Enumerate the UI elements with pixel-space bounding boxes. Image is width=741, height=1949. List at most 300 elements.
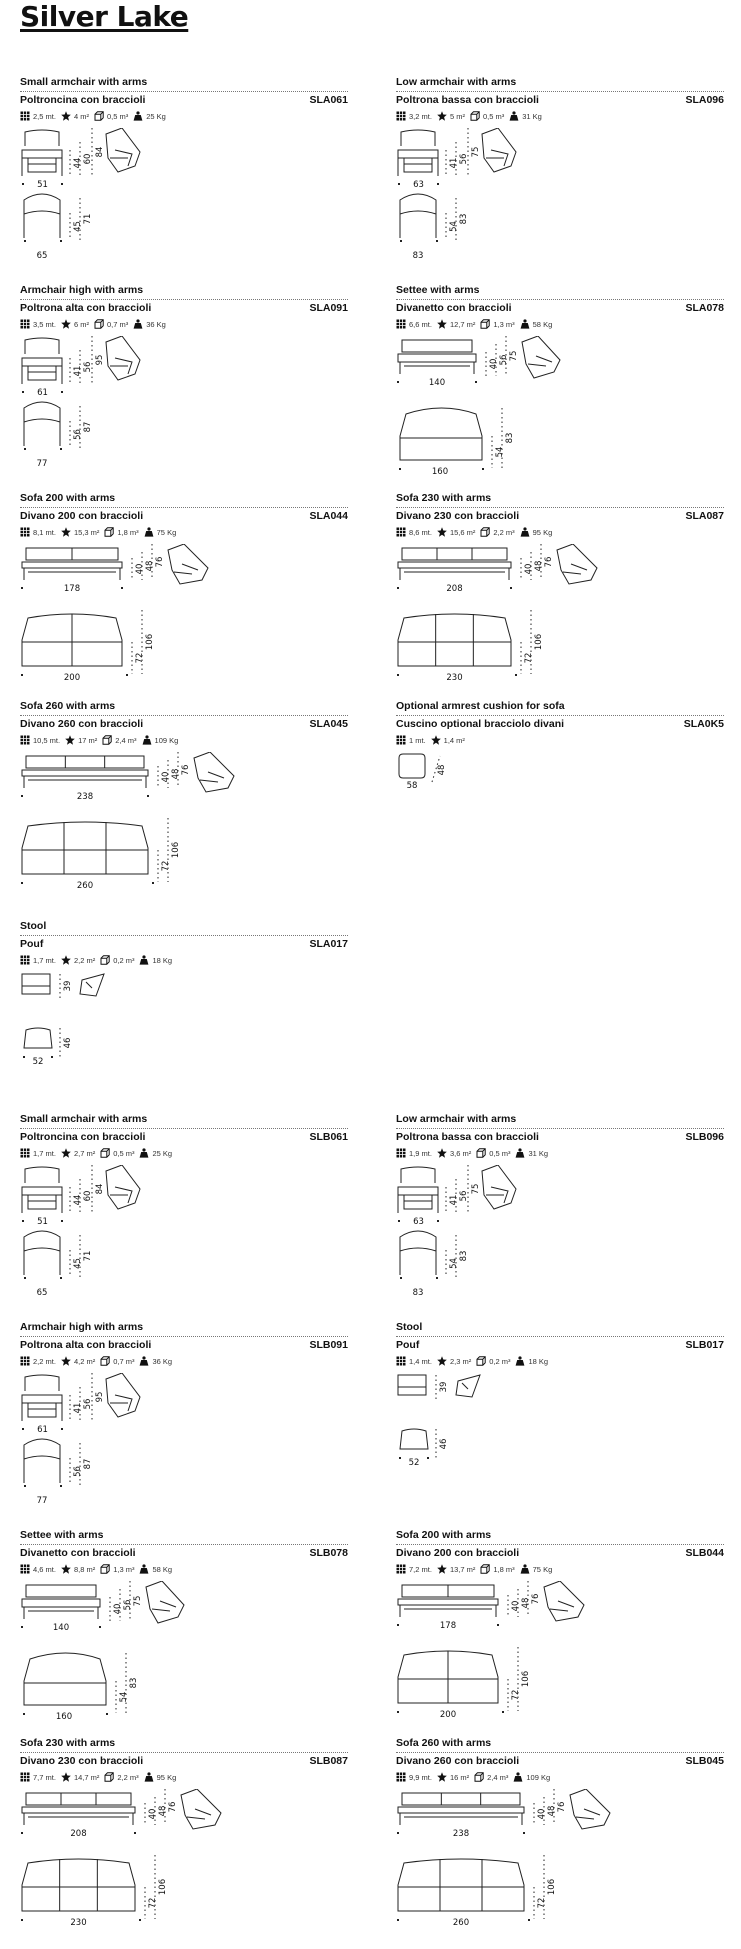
chair-front-back [401,130,435,146]
spec-fabric-value: 3,2 mt. [409,111,432,121]
cushion-view [399,754,425,778]
product-technical-drawing [20,544,210,684]
product-block [20,1113,348,1298]
dimension-tick [482,468,484,470]
volume-box-icon [470,111,480,121]
spec-fabric [20,735,60,745]
divider [20,1544,348,1545]
product-title-row [396,94,724,107]
spec-leather-value: 12,7 m² [449,319,476,329]
dimension-depth-seat: 72 [148,1897,158,1909]
product-code: SLA061 [309,94,348,106]
dimension-depth-height: 46 [439,1438,449,1450]
spec-fabric-value: 8,6 mt. [409,527,432,537]
dimension-arm-height: 48 [145,560,155,572]
product-block [20,284,348,469]
chair-back-view [24,402,60,446]
product-block [20,492,348,683]
spec-leather-value: 4 m² [73,111,89,121]
spec-leather-value: 5 m² [449,111,465,121]
product-name-it: Divano 260 con braccioli [396,1755,520,1767]
dimension-seat-height: 41 [73,365,83,377]
spec-volume-value: 2,4 m³ [115,735,137,745]
product-title-row [396,1131,724,1144]
dimension-tick [61,1220,63,1222]
dimension-arm-height: 56 [83,1398,93,1410]
leather-icon [61,1772,71,1782]
chair-front-back [25,1167,59,1183]
product-block [20,1321,348,1506]
spec-fabric [20,527,56,537]
volume-box-icon [104,1772,114,1782]
product-name-en: Stool [20,920,47,932]
spec-volume [94,111,128,121]
product-block [20,1529,348,1722]
dimension-tick [22,1220,24,1222]
weight-icon [142,735,152,745]
leather-icon [437,319,447,329]
dimension-tick [427,1457,429,1459]
dimension-tick [21,1832,23,1834]
spec-leather-value: 1,4 m² [443,735,465,745]
dimension-tick [99,1626,101,1628]
volume-box-icon [476,1356,486,1366]
spec-fabric-value: 2,2 mt. [33,1356,56,1366]
spec-volume [100,955,134,965]
sofa-front-back [26,756,144,768]
sofa-side-view [181,1789,221,1829]
product-name-it: Divanetto con braccioli [396,302,512,314]
product-name-en: Optional armrest cushion for sofa [396,700,565,712]
dimension-tick [21,1626,23,1628]
spec-weight [139,1356,172,1366]
spec-leather [61,1148,95,1158]
weight-icon [133,111,143,121]
spec-fabric-value: 10,5 mt. [33,735,61,745]
product-technical-drawing [20,1789,223,1929]
fabric-icon [20,527,30,537]
dimension-seat-height: 40 [489,358,499,370]
spec-weight-value: 25 Kg [152,1148,173,1158]
dimension-width: 61 [37,388,48,398]
divider [396,1336,724,1337]
fabric-icon [396,111,406,121]
spec-leather [61,1564,95,1574]
chair-front-seat [28,366,56,380]
sofa-front-back [402,1793,520,1805]
spec-volume-value: 2,2 m³ [493,527,515,537]
dimension-tick [510,587,512,589]
spec-weight-value: 36 Kg [152,1356,173,1366]
product-code: SLB061 [309,1131,348,1143]
product-title-row [20,94,348,107]
settee-side-view [146,1581,184,1623]
spec-fabric [396,1772,432,1782]
dimension-height: 84 [95,1183,105,1195]
spec-fabric [20,1148,56,1158]
spec-weight [133,111,166,121]
product-code: SLB044 [685,1547,724,1559]
product-name-it: Poltroncina con braccioli [20,1131,146,1143]
dimension-tick [152,882,154,884]
dimension-tick [21,674,23,676]
chair-front-back [25,338,59,354]
leather-icon [61,319,71,329]
dimension-height: 95 [95,354,105,366]
divider [396,507,724,508]
dimension-depth-seat: 45 [73,221,83,232]
product-code: SLA087 [685,510,724,522]
dimension-depth-height: 46 [63,1037,73,1049]
dimension-height: 76 [531,1593,541,1605]
product-title-row [396,302,724,315]
product-specs [20,526,348,538]
sofa-front-seam [441,1793,480,1805]
product-specs [396,1355,724,1367]
dimension-tick [24,448,26,450]
settee-side-view [522,336,560,378]
spec-weight-value: 95 Kg [156,1772,177,1782]
spec-leather-value: 2,2 m² [73,955,96,965]
fabric-icon [396,1356,406,1366]
leather-icon [61,1564,71,1574]
spec-leather-value: 8,8 m² [73,1564,96,1574]
product-name-it: Poltrona alta con braccioli [20,1339,152,1351]
dimension-tick [397,1919,399,1921]
spec-weight [520,1564,553,1574]
dimension-seat-height: 40 [135,563,145,575]
dimension-depth-seat: 54 [449,221,459,232]
spec-volume [476,1148,510,1158]
dimension-depth-height: 87 [83,421,93,433]
product-technical-drawing [396,752,456,792]
dimension-height: 75 [509,350,519,362]
spec-leather-value: 2,3 m² [449,1356,472,1366]
settee-front-back [402,340,472,352]
volume-box-icon [480,319,490,329]
dimension-tick [24,240,26,242]
leather-icon [437,527,447,537]
product-title-row [20,302,348,315]
sofa-front-base [24,776,146,788]
fabric-icon [20,319,30,329]
spec-fabric [396,111,432,121]
divider [20,299,348,300]
product-name-it: Poltrona bassa con braccioli [396,1131,539,1143]
dimension-tick [436,240,438,242]
divider [20,91,348,92]
product-title-row [20,718,348,731]
chair-front-arms [22,1395,62,1403]
leather-icon [431,735,441,745]
dimension-depth: 160 [431,467,449,477]
spec-volume-value: 0,7 m³ [113,1356,135,1366]
volume-box-icon [94,111,104,121]
divider [20,1752,348,1753]
sofa-side-view [168,544,208,584]
sofa-front-base [400,1605,496,1617]
product-specs [20,110,348,122]
dimension-arm-height: 56 [459,153,469,165]
dimension-width: 178 [439,1621,457,1631]
sofa-back-view [22,822,148,874]
dimension-width: 140 [428,378,446,388]
dimension-arm-height: 48 [521,1597,531,1609]
spec-fabric-value: 8,1 mt. [33,527,56,537]
spec-leather [61,955,95,965]
spec-weight-value: 109 Kg [154,735,179,745]
volume-box-icon [100,955,110,965]
spec-weight-value: 58 Kg [532,319,553,329]
product-specs [20,1771,348,1783]
dimension-width: 140 [52,1623,70,1633]
dimension-depth-height: 71 [83,213,93,225]
spec-fabric-value: 7,2 mt. [409,1564,432,1574]
leather-icon [437,1564,447,1574]
dimension-tick [139,1919,141,1921]
dimension-tick [528,1919,530,1921]
dimension-width: 52 [32,1057,44,1067]
chair-side-view [106,1165,140,1209]
product-title-row [20,510,348,523]
spec-leather [61,111,89,121]
dimension-tick [22,1428,24,1430]
dimension-depth: 77 [36,459,48,469]
dimension-width: 63 [413,180,424,190]
product-specs [20,1563,348,1575]
dimension-tick [22,391,24,393]
dimension-tick [400,240,402,242]
weight-icon [520,1564,530,1574]
dimension-depth: 77 [36,1496,48,1506]
product-technical-drawing [396,1165,536,1301]
dimension-tick [397,1832,399,1834]
product-name-en: Sofa 230 with arms [20,1737,116,1749]
chair-back-view [400,1231,436,1275]
product-code: SLA096 [685,94,724,106]
dimension-depth: 230 [70,1918,87,1928]
dimension-height: 39 [439,1381,449,1393]
product-block [396,1529,724,1720]
product-technical-drawing [396,1373,486,1469]
fabric-icon [396,527,406,537]
dimension-arm-height: 48 [534,560,544,572]
spec-weight-value: 75 Kg [156,527,177,537]
fabric-icon [396,1148,406,1158]
sofa-side-view [557,544,597,584]
sofa-front-seat [398,1599,498,1605]
dimension-depth: 83 [412,251,424,261]
dimension-width: 238 [76,792,94,802]
product-technical-drawing [20,972,110,1068]
volume-box-icon [100,1356,110,1366]
sofa-side-view [194,752,234,792]
divider [20,715,348,716]
dimension-arm-height: 48 [547,1805,557,1817]
spec-weight [515,1356,548,1366]
dimension-depth-seat: 72 [511,1689,521,1701]
dimension-seat-height: 41 [449,1194,459,1206]
weight-icon [515,1148,525,1158]
spec-weight-value: 95 Kg [532,527,553,537]
spec-fabric [20,1564,56,1574]
dimension-height: 84 [95,146,105,158]
spec-weight [144,527,177,537]
volume-box-icon [474,1772,484,1782]
chair-front-arms [398,150,438,158]
product-name-it: Poltrona alta con braccioli [20,302,152,314]
spec-weight [133,319,166,329]
dimension-width: 208 [70,1829,87,1839]
dimension-depth-seat: 72 [135,652,145,664]
spec-weight [520,319,553,329]
spec-fabric [20,955,56,965]
sofa-front-seam [65,756,104,768]
settee-back-view [24,1653,106,1705]
dimension-height: 95 [95,1391,105,1403]
divider [396,1544,724,1545]
settee-front-seat [398,354,476,362]
dimension-width: 208 [446,584,463,594]
sofa-back-view [398,1859,524,1911]
spec-volume [480,527,514,537]
dimension-depth: 160 [55,1712,73,1722]
spec-weight [520,527,553,537]
product-name-it: Cuscino optional bracciolo divani [396,718,565,730]
sofa-front-back [26,1793,131,1805]
dimension-depth-height: 106 [547,1878,557,1896]
dimension-depth-seat: 56 [73,429,83,440]
product-specs [396,526,724,538]
product-block [396,700,724,791]
dimension-tick [61,391,63,393]
sofa-side-view [570,1789,610,1829]
product-name-en: Settee with arms [396,284,480,296]
dimension-tick [397,381,399,383]
product-title-row [20,1547,348,1560]
leather-icon [61,955,71,965]
leather-icon [437,111,447,121]
spec-leather-value: 4,2 m² [73,1356,96,1366]
spec-leather [437,527,475,537]
spec-weight-value: 109 Kg [526,1772,551,1782]
chair-front-back [401,1167,435,1183]
product-block [396,492,724,683]
spec-leather-value: 13,7 m² [449,1564,476,1574]
dimension-tick [515,674,517,676]
spec-volume-value: 1,8 m³ [493,1564,515,1574]
dimension-arm-height: 56 [83,361,93,373]
product-title-row [396,1547,724,1560]
product-technical-drawing [20,752,236,892]
dimension-depth: 65 [36,1288,48,1298]
spec-volume-value: 1,3 m³ [493,319,515,329]
spec-fabric [396,1564,432,1574]
product-technical-drawing [20,1165,160,1301]
chair-side-view [482,1165,516,1209]
spec-weight [139,1148,172,1158]
dimension-tick [60,1277,62,1279]
chair-front-seat [404,1195,432,1209]
dimension-tick [21,882,23,884]
dimension-tick [22,183,24,185]
product-name-it: Pouf [396,1339,420,1351]
dimension-depth-seat: 54 [495,446,505,458]
divider [396,1752,724,1753]
weight-icon [520,319,530,329]
weight-icon [133,319,143,329]
product-block [20,700,348,891]
product-name-en: Sofa 200 with arms [20,492,116,504]
spec-leather-value: 2,7 m² [73,1148,96,1158]
product-technical-drawing [20,128,160,264]
dimension-width: 51 [37,1217,48,1227]
spec-volume-value: 1,3 m³ [113,1564,135,1574]
spec-volume-value: 0,2 m³ [113,955,135,965]
spec-volume [94,319,128,329]
leather-icon [437,1356,447,1366]
spec-leather-value: 3,6 m² [449,1148,472,1158]
spec-leather-value: 15,6 m² [449,527,476,537]
dimension-height: 76 [181,764,191,776]
chair-side-view [106,336,140,380]
product-code: SLA017 [309,938,348,950]
product-specs [20,734,348,746]
dimension-tick [397,587,399,589]
dimension-depth: 230 [446,673,463,683]
leather-icon [61,527,71,537]
weight-icon [515,1356,525,1366]
dimension-width: 52 [408,1458,420,1468]
weight-icon [139,1148,149,1158]
stool-top-view [400,1429,428,1449]
dimension-seat-height: 40 [148,1808,158,1820]
product-block [396,1321,724,1468]
dimension-tick [126,674,128,676]
product-block [396,284,724,477]
divider [20,507,348,508]
dimension-depth-height: 83 [459,213,469,225]
chair-back-view [24,1439,60,1483]
chair-front-arms [398,1187,438,1195]
dimension-depth-seat: 72 [524,652,534,664]
product-title-row [20,1755,348,1768]
spec-volume [476,1356,510,1366]
dimension-tick [523,1832,525,1834]
volume-box-icon [100,1148,110,1158]
product-name-en: Sofa 230 with arms [396,492,492,504]
spec-volume [480,1564,514,1574]
fabric-icon [20,1564,30,1574]
spec-fabric [20,111,56,121]
product-code: SLA078 [685,302,724,314]
product-name-it: Poltroncina con braccioli [20,94,146,106]
product-name-en: Small armchair with arms [20,1113,148,1125]
product-specs [396,1147,724,1159]
product-name-it: Divano 230 con braccioli [396,510,520,522]
product-name-en: Low armchair with arms [396,1113,517,1125]
sofa-back-seam [436,614,474,666]
spec-fabric [396,1356,432,1366]
product-name-en: Small armchair with arms [20,76,148,88]
dimension-tick [60,1485,62,1487]
sofa-front-seam [437,548,472,560]
dimension-depth: 260 [76,881,94,891]
spec-fabric-value: 1,4 mt. [409,1356,432,1366]
product-specs [20,954,348,966]
fabric-icon [20,111,30,121]
leather-icon [437,1772,447,1782]
